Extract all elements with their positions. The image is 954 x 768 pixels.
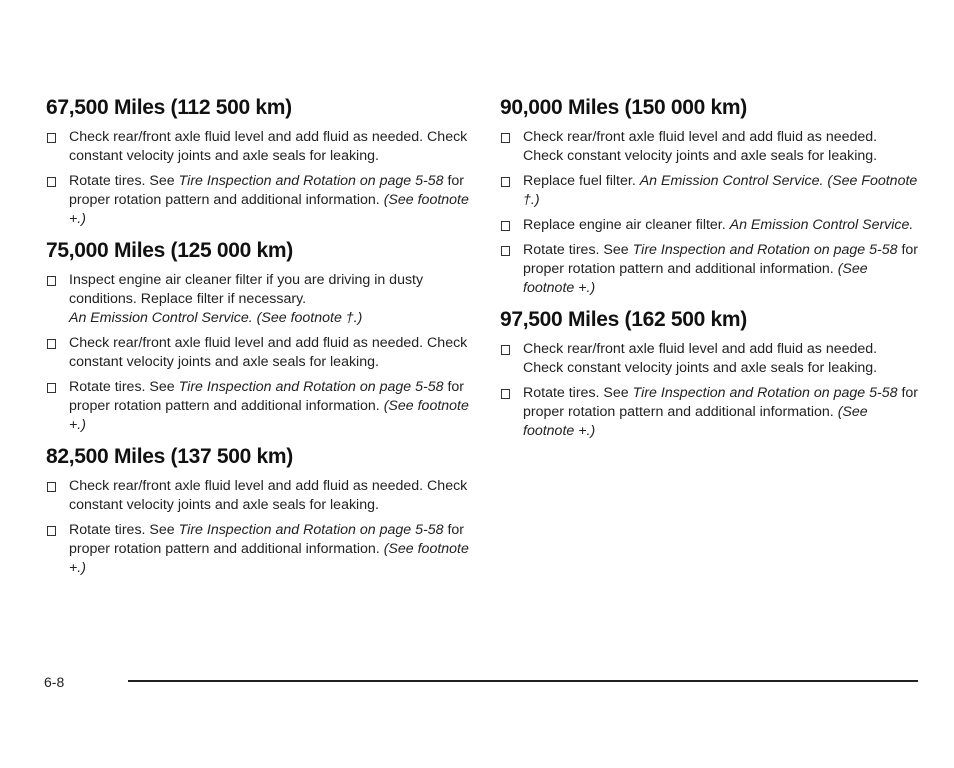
checklist-item [46,271,476,328]
item-text-post: for proper rotation pattern and additional information. [523,385,919,420]
checkbox-icon [501,246,510,256]
checklist-item [46,521,476,578]
item-text-pre: Inspect engine air cleaner filter if you are driving in dusty conditions. Replace filter if necessary. [69,272,424,307]
item-text-pre: Replace engine air cleaner filter. [523,217,730,233]
item-text [523,216,913,235]
checklist-item [46,172,476,229]
item-text-ital2: (See footnote +.) [523,404,868,439]
item-text-pre: Rotate tires. See [69,173,179,189]
maintenance-section [500,308,920,441]
item-text [523,340,920,378]
item-text [69,334,476,372]
item-text-ital: An Emission Control Service. [729,217,914,233]
item-text-ital: Tire Inspection and Rotation on page 5-58 [632,385,898,401]
checkbox-icon [47,526,56,536]
item-text [69,128,476,166]
checkbox-icon [501,133,510,143]
item-text [523,128,920,166]
checklist-item [46,378,476,435]
item-text-ital: Tire Inspection and Rotation on page 5-58 [178,379,444,395]
item-text [69,477,476,515]
item-text-pre: Check rear/front axle fluid level and add fluid as needed. Check constant velocity joints and axle seals for leaking. [69,129,468,164]
checkbox-icon [47,177,56,187]
checkbox-icon [47,133,56,143]
item-text-pre: Rotate tires. See [69,379,179,395]
checkbox-icon [501,345,510,355]
item-text-ital2: (See footnote +.) [523,261,868,296]
checkbox-icon [47,276,56,286]
item-text-pre: Check rear/front axle fluid level and add fluid as needed. Check constant velocity joints and axle seals for leaking. [523,341,878,376]
checkbox-icon [47,339,56,349]
item-text-ital: An Emission Control Service. (See Footnote †.) [523,173,918,208]
right-column [500,96,920,451]
item-text-pre: Rotate tires. See [69,522,179,538]
item-text-ital2: (See footnote +.) [69,541,469,576]
checklist-item [500,172,920,210]
checklist-item [46,334,476,372]
item-text-post: for proper rotation pattern and additional information. [69,173,465,208]
item-text-post: for proper rotation pattern and additional information. [523,242,919,277]
item-text-pre: Replace fuel filter. [523,173,640,189]
checklist-item [500,241,920,298]
checkbox-icon [501,389,510,399]
item-text-post: for proper rotation pattern and additional information. [69,379,465,414]
checklist-item [500,340,920,378]
item-text-post: for proper rotation pattern and additional information. [69,522,465,557]
item-text-ital2: (See footnote +.) [69,192,469,227]
checklist-item [500,216,920,235]
item-text-ital: Tire Inspection and Rotation on page 5-58 [178,173,444,189]
item-text [523,241,920,298]
section-heading: 82,500 Miles (137 500 km) [46,445,294,468]
item-text [69,172,476,229]
page-number: 6-8 [44,674,65,690]
checklist-item [500,128,920,166]
section-heading: 90,000 Miles (150 000 km) [500,96,748,119]
item-text-ital: Tire Inspection and Rotation on page 5-58 [178,522,444,538]
item-text [69,378,476,435]
footer-rule [128,680,918,682]
section-heading: 75,000 Miles (125 000 km) [46,239,294,262]
item-text [523,384,920,441]
maintenance-section [46,239,476,435]
item-text-ital: Tire Inspection and Rotation on page 5-58 [632,242,898,258]
checkbox-icon [501,221,510,231]
item-text [69,521,476,578]
item-text-pre: Check rear/front axle fluid level and add fluid as needed. Check constant velocity joints and axle seals for leaking. [69,478,468,513]
section-heading: 67,500 Miles (112 500 km) [46,96,292,119]
item-text-pre: Rotate tires. See [523,385,633,401]
maintenance-section [46,445,476,578]
checkbox-icon [47,383,56,393]
item-text-pre: Rotate tires. See [523,242,633,258]
item-text [523,172,920,210]
left-column [46,96,476,588]
checkbox-icon [47,482,56,492]
maintenance-section [500,96,920,298]
checkbox-icon [501,177,510,187]
item-text-ital-block: An Emission Control Service. (See footnote †.) [69,310,363,326]
item-text [69,271,476,328]
checklist-item [500,384,920,441]
checklist-item [46,128,476,166]
item-text-pre: Check rear/front axle fluid level and add fluid as needed. Check constant velocity joints and axle seals for leaking. [523,129,878,164]
maintenance-section [46,96,476,229]
item-text-pre: Check rear/front axle fluid level and add fluid as needed. Check constant velocity joints and axle seals for leaking. [69,335,468,370]
section-heading: 97,500 Miles (162 500 km) [500,308,748,331]
item-text-ital2: (See footnote +.) [69,398,469,433]
checklist-item [46,477,476,515]
